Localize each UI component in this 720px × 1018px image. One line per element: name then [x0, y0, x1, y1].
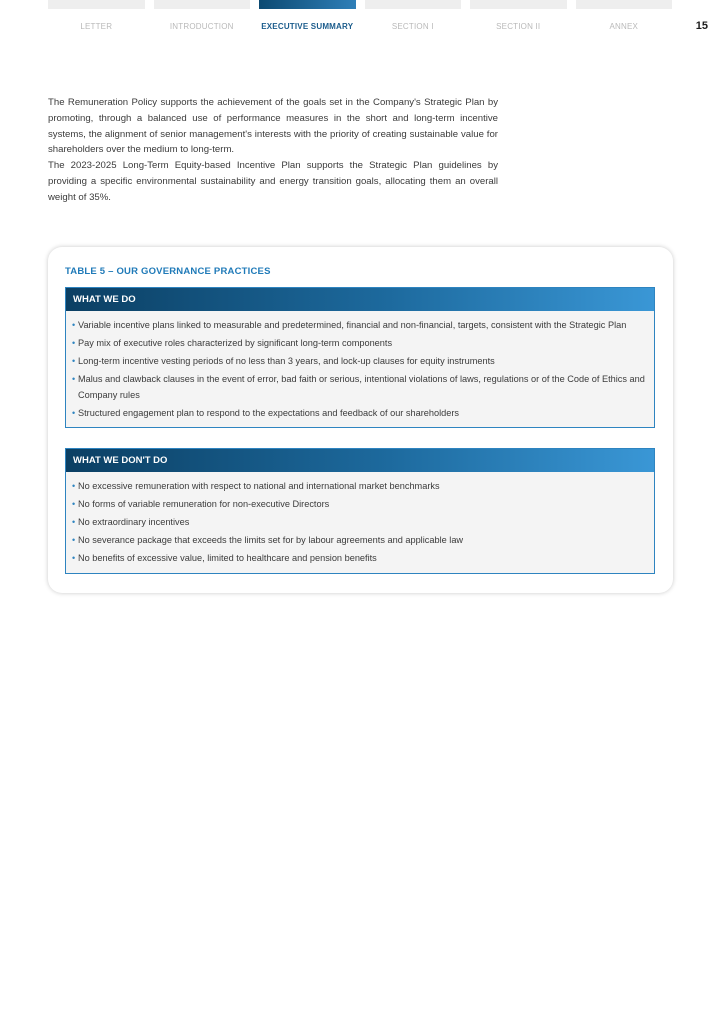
bullet-icon: • [72, 481, 76, 491]
list-item-text: No forms of variable remuneration for non-executive Directors [78, 499, 330, 509]
nav-tab-label: LETTER [80, 22, 113, 31]
what-we-dont-do-header: WHAT WE DON'T DO [66, 449, 654, 472]
list-item-text: Long-term incentive vesting periods of no less than 3 years, and lock-up clauses for equity instruments [78, 356, 495, 366]
bullet-icon: • [72, 374, 76, 384]
bullet-icon: • [72, 517, 76, 527]
list-item-text: Malus and clawback clauses in the event of error, bad faith or serious, intentional violations of laws, regulations or of the Code of Ethics and Company rules [78, 374, 645, 400]
list-item [72, 406, 648, 422]
list-item-text: Structured engagement plan to respond to the expectations and feedback of our shareholders [78, 407, 460, 418]
nav-tab-introduction[interactable] [154, 0, 251, 40]
list-item [72, 336, 648, 352]
nav-tab-label: INTRODUCTION [169, 22, 234, 31]
list-item [72, 551, 648, 567]
list-item-text: Pay mix of executive roles characterized by significant long-term components [78, 338, 393, 348]
what-we-dont-do-box [65, 448, 655, 574]
nav-tab-annex[interactable] [576, 0, 673, 40]
nav-tab-label: SECTION II [496, 22, 541, 31]
what-we-do-list [66, 311, 654, 421]
nav-tab-section-1[interactable] [365, 0, 462, 40]
intro-text [48, 95, 498, 206]
nav-tab-bar [48, 0, 145, 9]
list-item [72, 479, 648, 495]
nav-tab-section-2[interactable] [470, 0, 567, 40]
nav-tab-executive-summary[interactable] [259, 0, 356, 40]
list-item-text: No benefits of excessive value, limited to healthcare and pension benefits [78, 553, 377, 563]
bullet-icon: • [72, 553, 76, 563]
bullet-icon: • [72, 535, 76, 545]
bullet-icon: • [72, 320, 76, 330]
what-we-do-box [65, 287, 655, 428]
intro-paragraph: The Remuneration Policy supports the achievement of the goals set in the Company's Strategic Plan by promoting, through a balanced use of performance measures in the short and long-term incentive systems, the alignment of senior management's interests with the priority of creating sustainable value for shareholders over the medium to long-term. [48, 97, 498, 156]
list-item-text: No severance package that exceeds the limits set for by labour agreements and applicable law [78, 535, 464, 545]
bullet-icon: • [72, 338, 76, 348]
bullet-icon: • [72, 499, 76, 509]
nav-tab-bar [365, 0, 462, 9]
nav-tab-label: EXECUTIVE SUMMARY [261, 22, 354, 31]
what-we-do-header: WHAT WE DO [66, 288, 654, 311]
list-item [72, 515, 648, 531]
list-item-text: No excessive remuneration with respect to national and international market benchmarks [78, 481, 440, 491]
nav-tab-bar [576, 0, 673, 9]
nav-tab-label: ANNEX [609, 22, 639, 31]
list-item [72, 497, 648, 513]
list-item-text: No extraordinary incentives [78, 517, 190, 527]
nav-tab-bar-active [259, 0, 356, 9]
list-item-text: Variable incentive plans linked to measurable and predetermined, financial and non-financial, targets, consistent with the Strategic Plan [78, 320, 627, 330]
intro-paragraph: The 2023-2025 Long-Term Equity-based Incentive Plan supports the Strategic Plan guidelines by providing a specific environmental sustainability and energy transition goals, allocating them an overall weight of 35%. [48, 160, 498, 203]
list-item [72, 318, 648, 334]
nav-tab-letter[interactable] [48, 0, 145, 40]
page-number: 15 [695, 20, 708, 32]
bullet-icon: • [72, 407, 76, 418]
bullet-icon: • [72, 356, 76, 366]
what-we-dont-do-list [66, 472, 654, 567]
table-title: TABLE 5 – OUR GOVERNANCE PRACTICES [65, 266, 271, 277]
list-item [72, 372, 648, 403]
list-item [72, 533, 648, 549]
section-nav [48, 0, 672, 40]
nav-tab-bar [470, 0, 567, 9]
nav-tab-label: SECTION I [391, 22, 434, 31]
governance-practices-card [48, 247, 673, 593]
nav-tab-bar [154, 0, 251, 9]
list-item [72, 354, 648, 370]
